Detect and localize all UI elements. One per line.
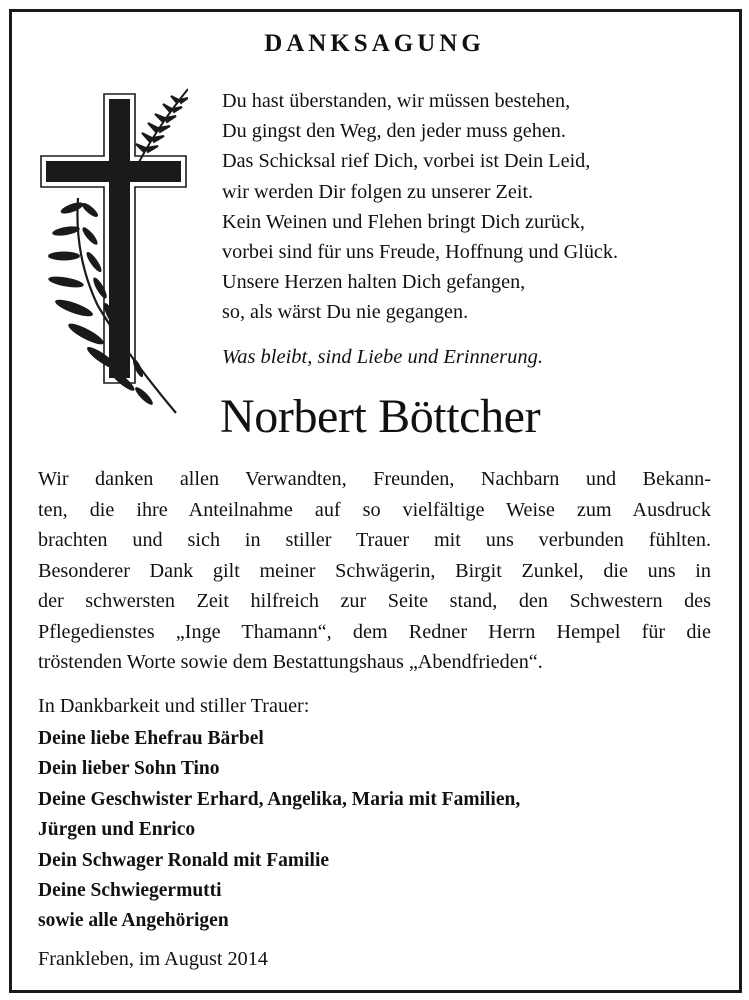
- paragraph-line: der schwersten Zeit hilfreich zur Seite stand, den Schwestern des: [38, 590, 711, 612]
- closing-line: In Dankbarkeit und stiller Trauer:: [38, 695, 310, 717]
- poem-line: Du hast überstanden, wir müssen bestehen,: [222, 90, 571, 112]
- poem-line: Kein Weinen und Flehen bringt Dich zurück,: [222, 210, 585, 233]
- poem-line: wir werden Dir folgen zu unserer Zeit.: [222, 180, 534, 203]
- poem: [222, 86, 692, 328]
- paragraph-line: brachten und sich in stiller Trauer mit uns verbunden fühlten.: [38, 529, 711, 551]
- deceased-name: Norbert Böttcher: [220, 390, 541, 443]
- paragraph-line: tröstenden Worte sowie dem Bestattungshaus „Abendfrieden“.: [38, 651, 543, 673]
- signers-list: [38, 724, 520, 937]
- quote: Was bleibt, sind Liebe und Erinnerung.: [222, 346, 543, 368]
- poem-line: so, als wärst Du nie gegangen.: [222, 301, 469, 324]
- place-date: Frankleben, im August 2014: [38, 948, 268, 970]
- signer: Jürgen und Enrico: [38, 819, 196, 841]
- poem-line: vorbei sind für uns Freude, Hoffnung und Glück.: [222, 241, 619, 264]
- signer: Dein lieber Sohn Tino: [38, 758, 220, 780]
- cross-with-palm-icon: [38, 86, 188, 421]
- page-title: DANKSAGUNG: [264, 30, 485, 57]
- poem-line: Unsere Herzen halten Dich gefangen,: [222, 271, 526, 294]
- paragraph-line: Wir danken allen Verwandten, Freunden, Nachbarn und Bekann-: [38, 468, 711, 490]
- thanks-paragraph: [38, 464, 711, 678]
- signer: Deine liebe Ehefrau Bärbel: [38, 728, 264, 749]
- signer: Deine Schwiegermutti: [38, 880, 222, 902]
- poem-line: Du gingst den Weg, den jeder muss gehen.: [222, 120, 566, 143]
- paragraph-line: Besonderer Dank gilt meiner Schwägerin, Birgit Zunkel, die uns in: [38, 559, 711, 582]
- paragraph-line: ten, die ihre Anteilnahme auf so vielfältige Weise zum Ausdruck: [38, 498, 711, 521]
- signer: Deine Geschwister Erhard, Angelika, Maria mit Familien,: [38, 788, 521, 810]
- signer: sowie alle Angehörigen: [38, 910, 229, 932]
- poem-line: Das Schicksal rief Dich, vorbei ist Dein Leid,: [222, 150, 591, 173]
- paragraph-line: Pflegedienstes „Inge Thamann“, dem Redner Herrn Hempel für die: [38, 620, 711, 643]
- signer: Dein Schwager Ronald mit Familie: [38, 849, 330, 871]
